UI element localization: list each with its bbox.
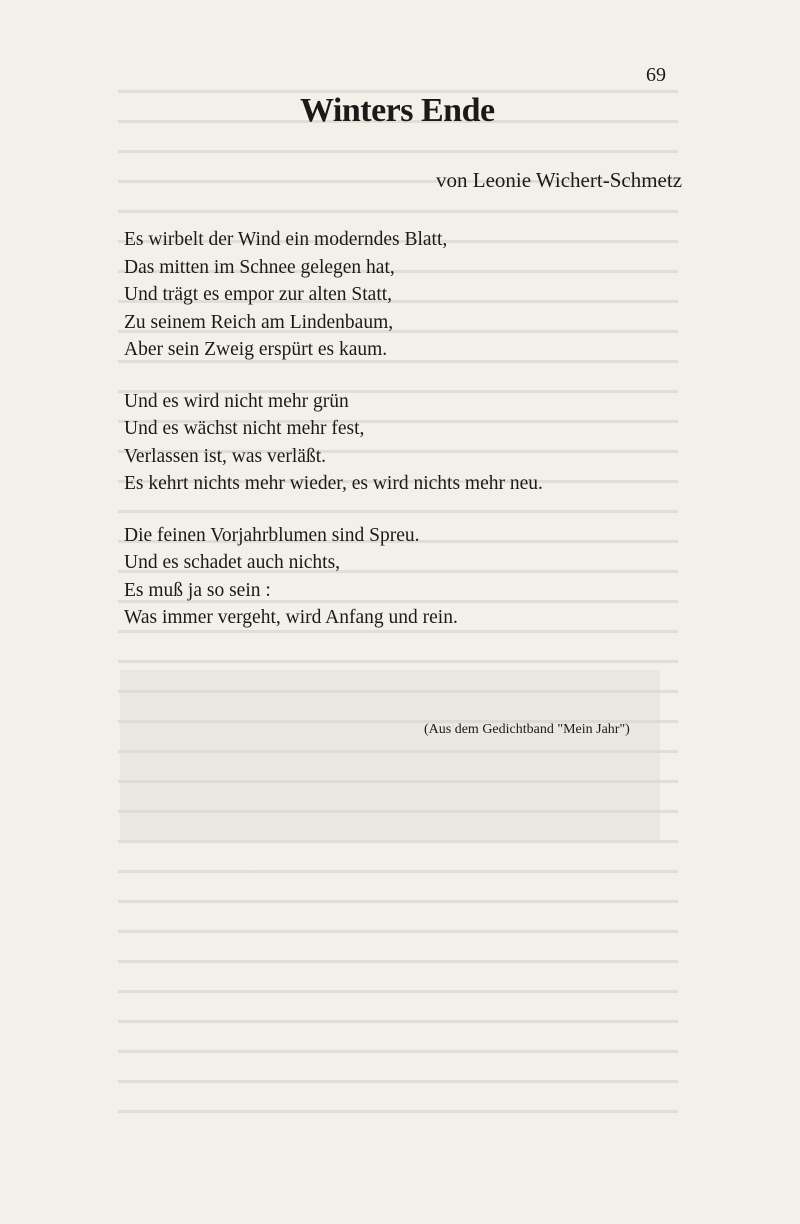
poem-source: (Aus dem Gedichtband "Mein Jahr") [424, 722, 630, 737]
bleed-through-image-area [120, 670, 660, 840]
poem-line: Zu seinem Reich am Lindenbaum, [124, 311, 394, 333]
poem-line: Es kehrt nichts mehr wieder, es wird nichts mehr neu. [124, 473, 543, 494]
poem-line: Aber sein Zweig erspürt es kaum. [124, 339, 388, 360]
stanza-3 [124, 522, 724, 632]
poem-line: Verlassen ist, was verläßt. [124, 445, 326, 467]
poem-line: Es wirbelt der Wind ein moderndes Blatt, [124, 229, 448, 250]
stanza-1 [124, 226, 724, 364]
poem-line: Was immer vergeht, wird Anfang und rein. [124, 607, 458, 628]
poem-author: von Leonie Wichert-Schmetz [436, 168, 683, 192]
page-number: 69 [646, 64, 666, 86]
stanza-2 [124, 388, 724, 498]
poem-line: Und trägt es empor zur alten Statt, [124, 284, 393, 305]
poem-title: Winters Ende [300, 92, 495, 129]
poem-line: Und es schadet auch nichts, [124, 552, 341, 573]
poem-body [124, 226, 724, 656]
poem-line: Und es wird nicht mehr grün [124, 390, 349, 412]
poem-line: Und es wächst nicht mehr fest, [124, 418, 365, 439]
poem-line: Es muß ja so sein : [124, 579, 271, 601]
poem-line: Das mitten im Schnee gelegen hat, [124, 256, 395, 278]
poem-line: Die feinen Vorjahrblumen sind Spreu. [124, 524, 420, 546]
